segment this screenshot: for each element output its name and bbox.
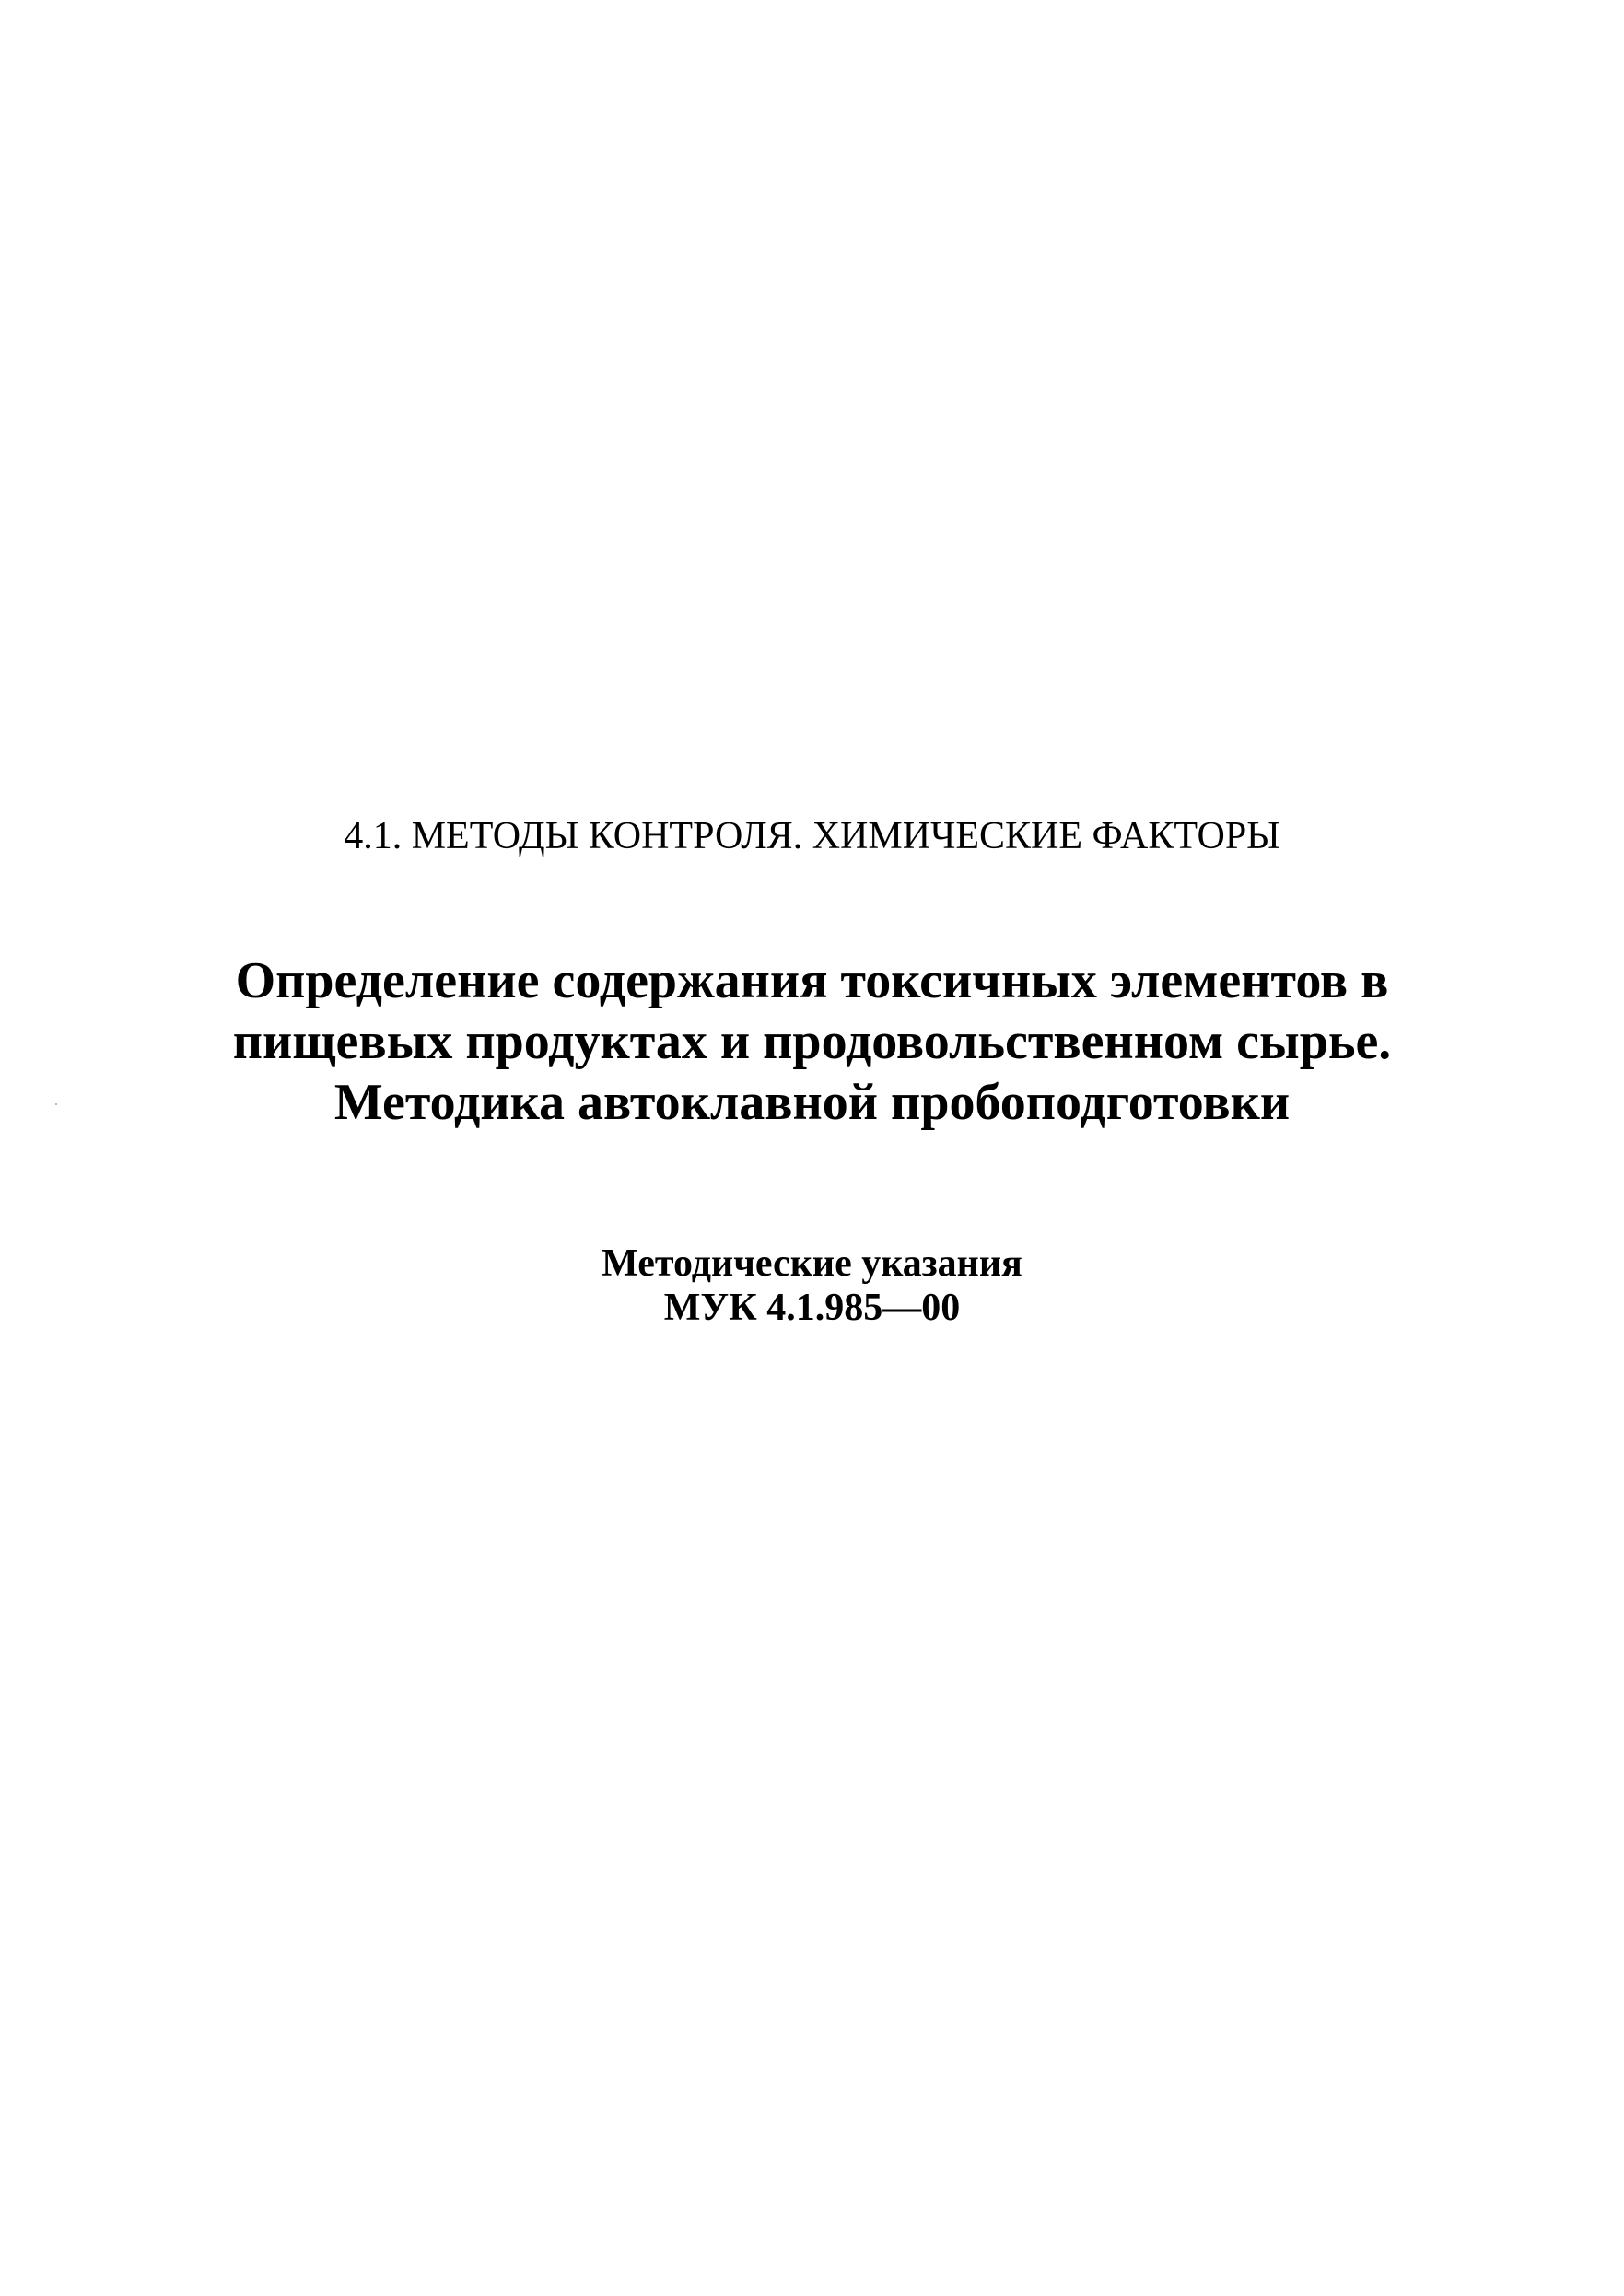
section-heading: 4.1. МЕТОДЫ КОНТРОЛЯ. ХИМИЧЕСКИЕ ФАКТОРЫ <box>344 815 1280 857</box>
title-line: пищевых продуктах и продовольственном сырье. <box>232 1013 1392 1070</box>
document-title <box>0 950 1624 1133</box>
scan-speck <box>55 1103 57 1105</box>
title-line: Определение содержания токсичных элементов в <box>235 952 1389 1009</box>
document-type-block <box>0 1241 1624 1330</box>
document-type-label: Методические указания <box>602 1242 1022 1285</box>
document-number: МУК 4.1.985—00 <box>663 1287 961 1329</box>
title-line: Методика автоклавной пробоподготовки <box>333 1074 1291 1131</box>
